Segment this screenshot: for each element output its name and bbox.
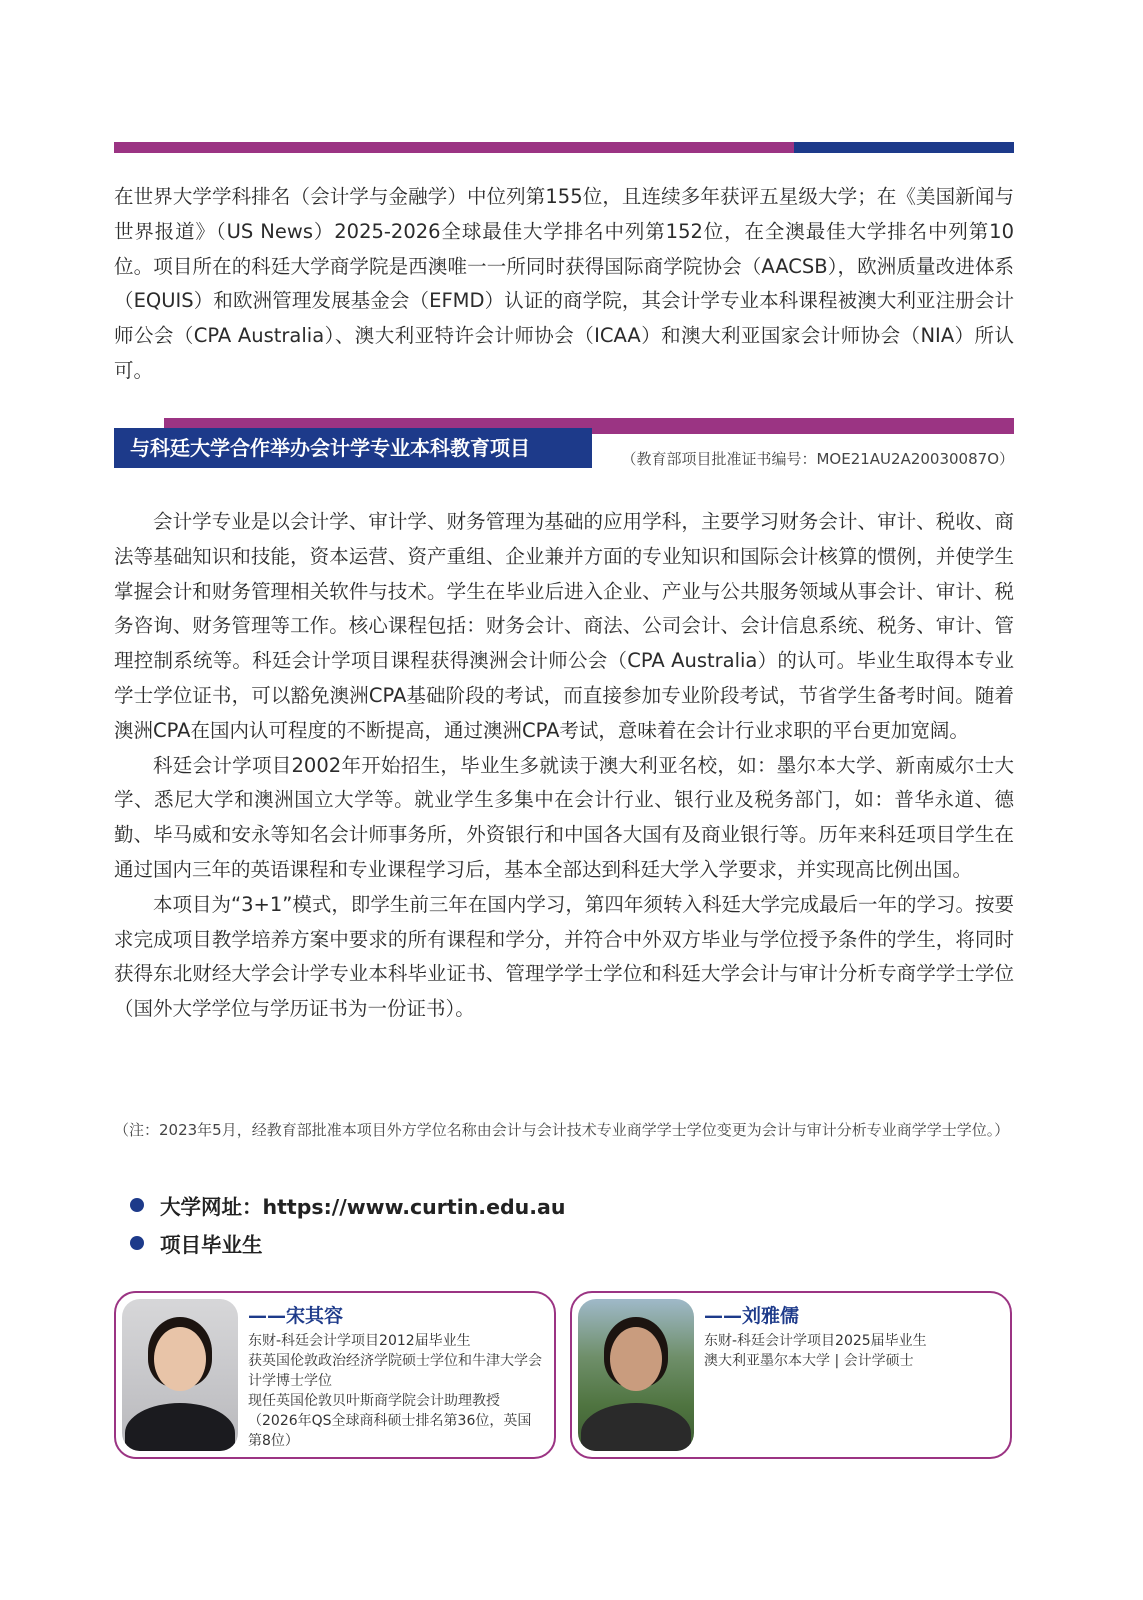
- graduate-detail: 现任英国伦敦贝叶斯商学院会计助理教授（2026年QS全球商科硕士排名第36位，英国第8位）: [248, 1393, 532, 1449]
- paragraph-model: 本项目为“3+1”模式，即学生前三年在国内学习，第四年须转入科廷大学完成最后一年的学习。按要求完成项目教学培养方案中要求的所有课程和学分，并符合中外双方毕业与学位授予条件的学生，将同时获得东北财经大学会计学专业本科毕业证书、管理学学士学位和科廷大学会计与审计分析专商学学士学位（国外大学学位与学历证书为一份证书）。: [114, 892, 1014, 1021]
- bullet-website: [130, 1186, 566, 1224]
- bullet-dot-icon: [130, 1236, 144, 1250]
- graduates-heading: 项目毕业生: [160, 1233, 263, 1257]
- graduate-info: [704, 1303, 1000, 1371]
- graduate-info: [248, 1303, 544, 1451]
- section-title: 与科廷大学合作举办会计学专业本科教育项目: [114, 428, 592, 468]
- top-color-bar: [114, 142, 1014, 153]
- section-header: [114, 418, 1014, 468]
- bullet-list: [130, 1186, 566, 1262]
- program-description: [114, 505, 1014, 1027]
- graduate-detail: 东财-科廷会计学项目2025届毕业生: [704, 1333, 927, 1349]
- graduate-photo: [122, 1299, 238, 1451]
- approval-number: （教育部项目批准证书编号：MOE21AU2A20030087O）: [621, 450, 1014, 468]
- paragraph-graduates: 科廷会计学项目2002年开始招生，毕业生多就读于澳大利亚名校，如：墨尔本大学、新南威尔士大学、悉尼大学和澳洲国立大学等。就业学生多集中在会计行业、银行业及税务部门，如：普华永道、德勤、毕马威和安永等知名会计师事务所，外资银行和中国各大国有及商业银行等。历年来科廷项目学生在通过国内三年的英语课程和专业课程学习后，基本全部达到科廷大学入学要求，并实现高比例出国。: [114, 753, 1014, 881]
- degree-note: （注：2023年5月，经教育部批准本项目外方学位名称由会计与会计技术专业商学学士学位变更为会计与审计分析专业商学学士学位。）: [114, 1121, 1010, 1139]
- intro-paragraph: 在世界大学学科排名（会计学与金融学）中位列第155位，且连续多年获评五星级大学；在《美国新闻与世界报道》（US News）2025-2026全球最佳大学排名中列第152位，在全澳最佳大学排名中列第10位。项目所在的科廷大学商学院是西澳唯一一所同时获得国际商学院协会（AACSB），欧洲质量改进体系（EQUIS）和欧洲管理发展基金会（EFMD）认证的商学院，其会计学专业本科课程被澳大利亚注册会计师公会（CPA Australia）、澳大利亚特许会计师协会（ICAA）和澳大利亚国家会计师协会（NIA）所认可。: [114, 185, 1014, 382]
- top-bar-purple-segment: [114, 142, 794, 153]
- paragraph-overview: 会计学专业是以会计学、审计学、财务管理为基础的应用学科，主要学习财务会计、审计、税收、商法等基础知识和技能，资本运营、资产重组、企业兼并方面的专业知识和国际会计核算的惯例，并使学生掌握会计和财务管理相关软件与技术。学生在毕业后进入企业、产业与公共服务领域从事会计、审计、税务咨询、财务管理等工作。核心课程包括：财务会计、商法、公司会计、会计信息系统、税务、审计、管理控制系统等。科廷会计学项目课程获得澳洲会计师公会（CPA Australia）的认可。毕业生取得本专业学士学位证书，可以豁免澳洲CPA基础阶段的考试，而直接参加专业阶段考试，节省学生备考时间。随着澳洲CPA在国内认可程度的不断提高，通过澳洲CPA考试，意味着在会计行业求职的平台更加宽阔。: [114, 510, 1014, 742]
- university-website-link[interactable]: 大学网址：https://www.curtin.edu.au: [160, 1195, 566, 1219]
- bullet-dot-icon: [130, 1198, 144, 1212]
- graduate-detail: 东财-科廷会计学项目2012届毕业生: [248, 1333, 471, 1349]
- graduate-card-song: [114, 1291, 556, 1459]
- graduate-card-liu: [570, 1291, 1012, 1459]
- graduate-detail: 澳大利亚墨尔本大学 | 会计学硕士: [704, 1353, 914, 1369]
- graduate-name: ——宋其容: [248, 1305, 344, 1327]
- graduate-detail: 获英国伦敦政治经济学院硕士学位和牛津大学会计学博士学位: [248, 1353, 542, 1389]
- bullet-graduates: [130, 1224, 566, 1262]
- top-bar-blue-segment: [794, 142, 1014, 153]
- graduate-photo: [578, 1299, 694, 1451]
- graduate-name: ——刘雅儒: [704, 1305, 800, 1327]
